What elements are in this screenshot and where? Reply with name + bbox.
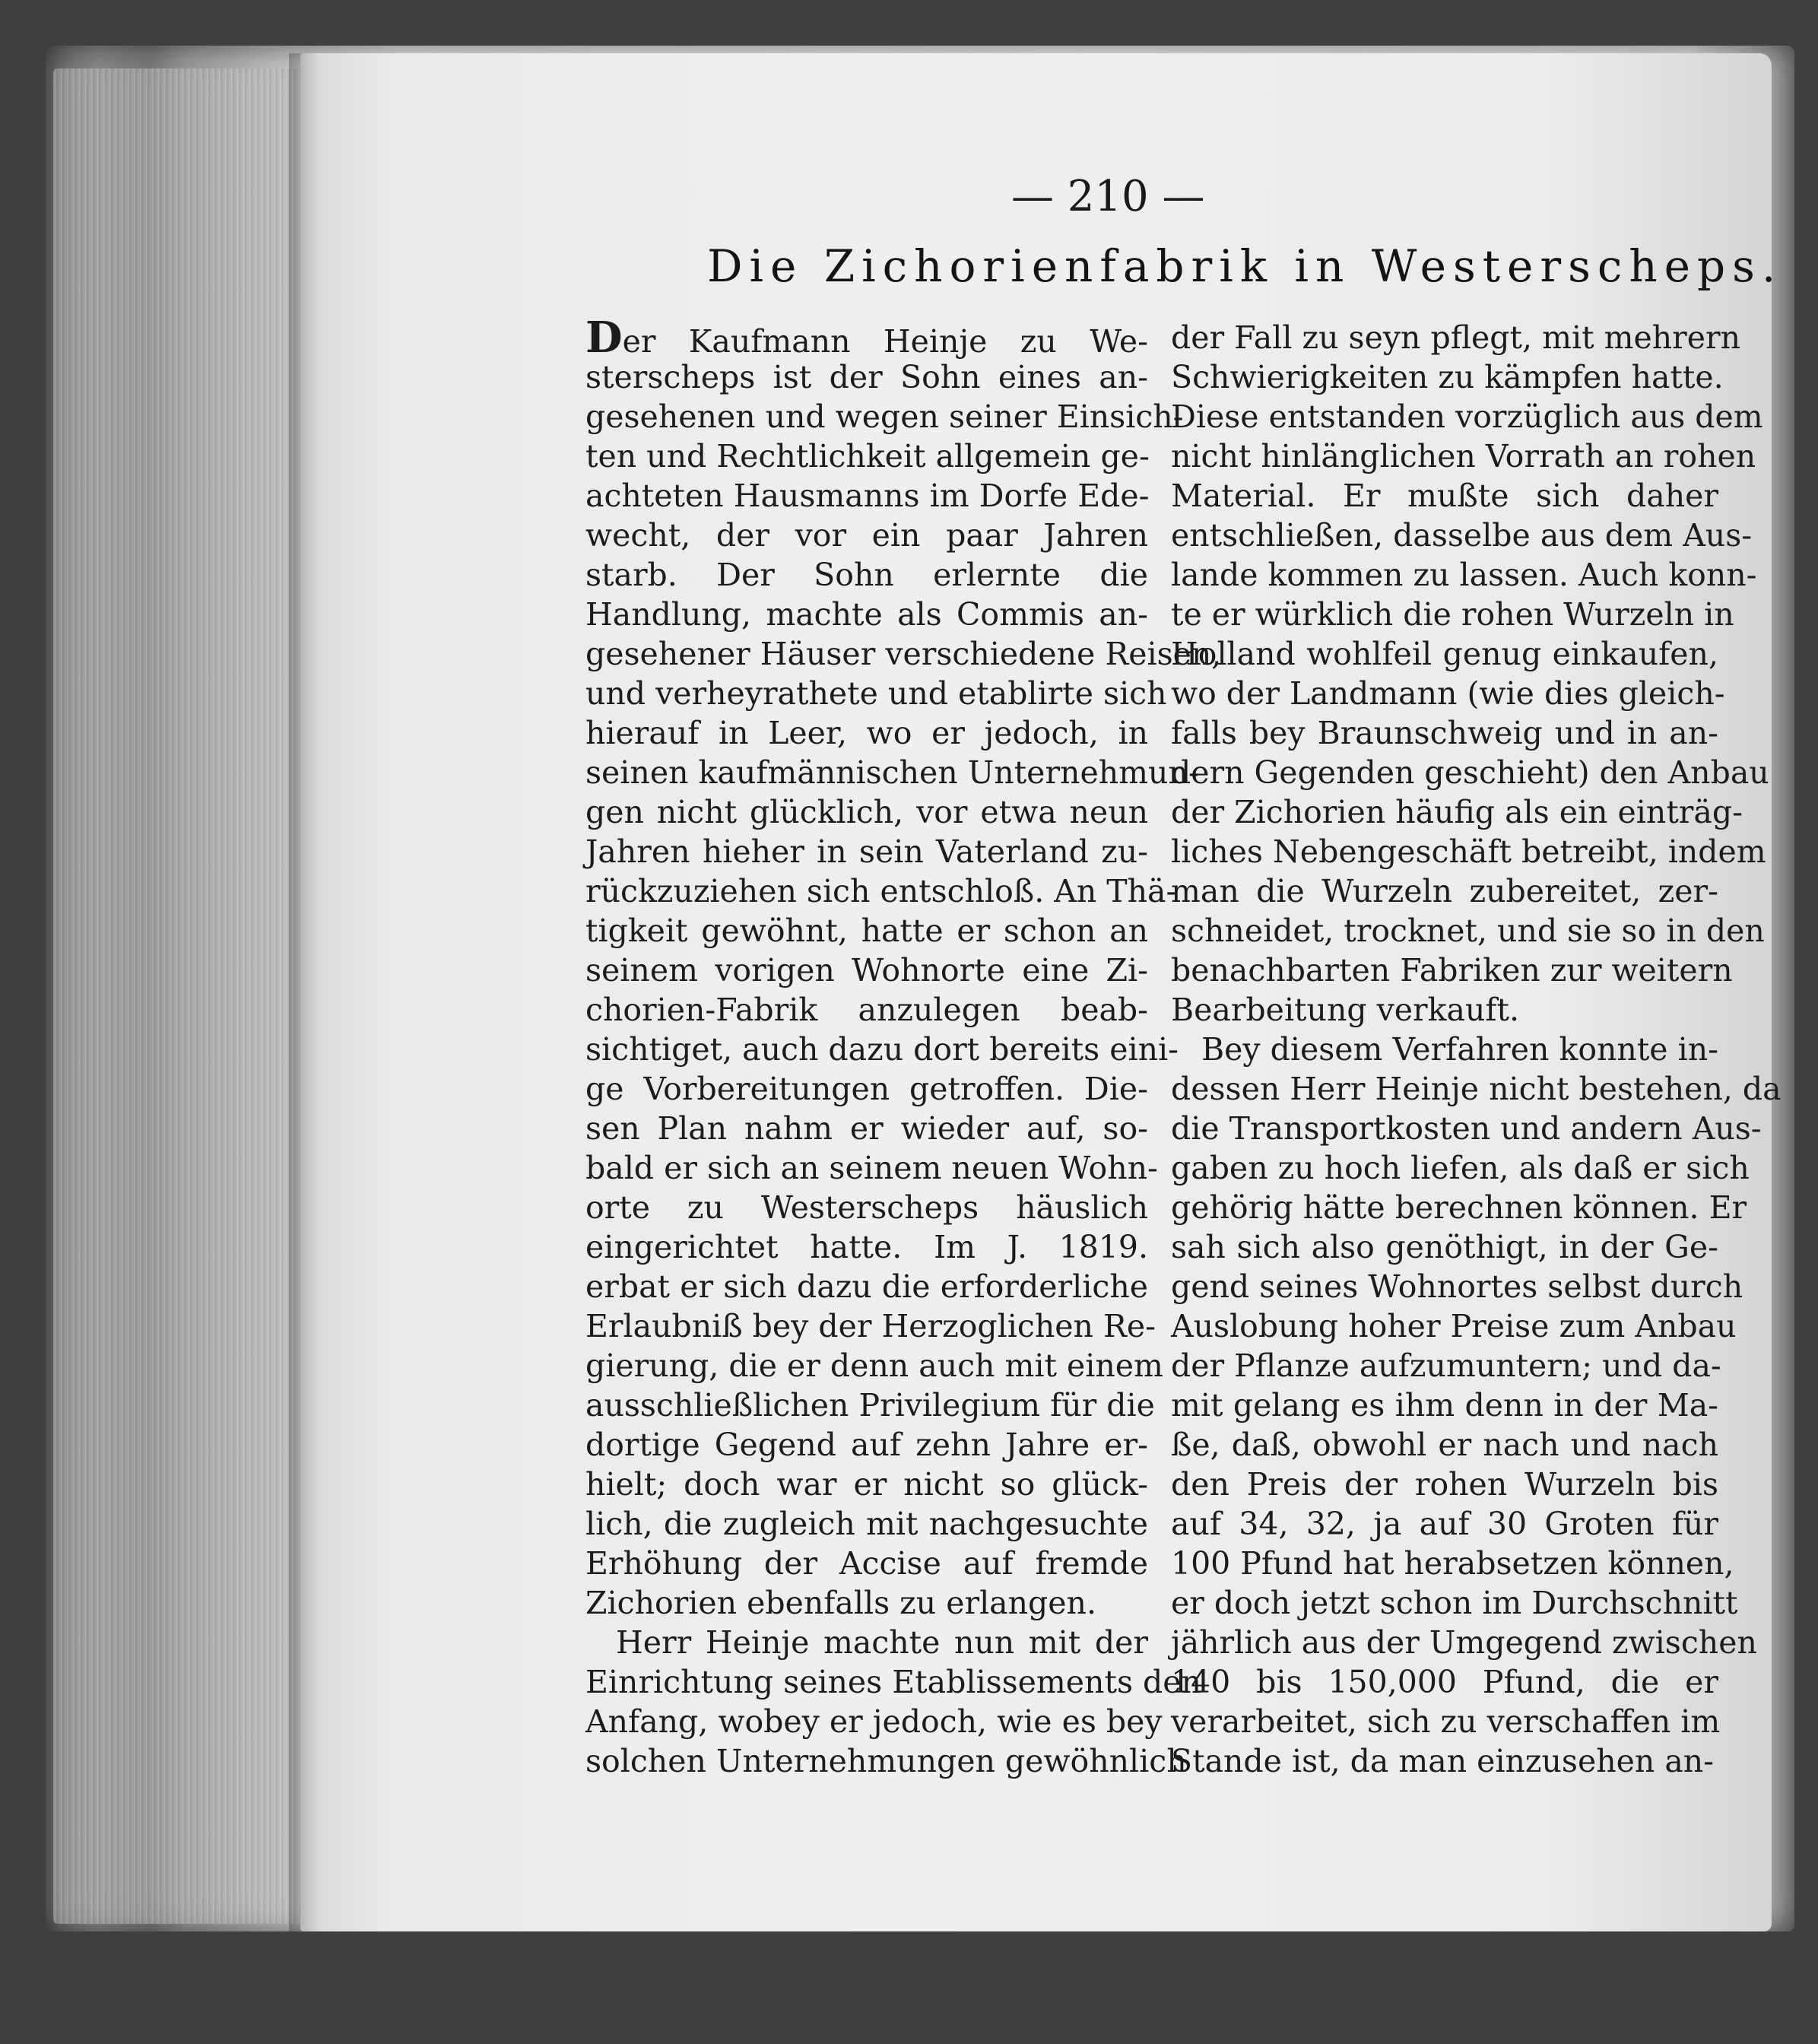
text-line: ten und Rechtlichkeit allgemein ge-	[585, 438, 1150, 474]
text-line: hielt; doch war er nicht so glück-	[585, 1466, 1148, 1503]
text-line: 140 bis 150,000 Pfund, die er	[1171, 1664, 1718, 1700]
text-line: er doch jetzt schon im Durchschnitt	[1171, 1585, 1738, 1621]
text-line: solchen Unternehmungen gewöhnlich	[585, 1743, 1187, 1779]
text-line: Herr Heinje machte nun mit der	[616, 1624, 1148, 1661]
left-text-column	[585, 313, 1222, 1781]
text-line: Jahren hieher in sein Vaterland zu-	[585, 833, 1148, 870]
text-line: starb. Der Sohn erlernte die	[585, 557, 1148, 593]
text-line: gend seines Wohnortes selbst durch	[1171, 1268, 1743, 1305]
text-line: Stande ist, da man einzusehen an-	[1171, 1743, 1715, 1779]
text-line: orte zu Westerscheps häuslich	[585, 1189, 1148, 1226]
text-line: 100 Pfund hat herabsetzen können,	[1171, 1545, 1734, 1582]
page-edges	[53, 68, 304, 1924]
text-line: entschließen, dasselbe aus dem Aus-	[1171, 517, 1753, 554]
text-line: gesehener Häuser verschiedene Reisen,	[585, 636, 1222, 672]
text-line: seinen kaufmännischen Unternehmun-	[585, 754, 1199, 791]
page-title: Die Zichorienfabrik in Westerscheps.	[707, 240, 1783, 292]
text-line: ße, daß, obwohl er nach und nach	[1171, 1427, 1718, 1463]
text-line: nicht hinlänglichen Vorrath an rohen	[1171, 438, 1756, 474]
text-line: dessen Herr Heinje nicht bestehen, da	[1171, 1071, 1782, 1107]
text-line: gaben zu hoch liefen, als daß er sich	[1171, 1150, 1750, 1186]
text-line: falls bey Braunschweig und in an-	[1171, 715, 1718, 751]
text-line: Zichorien ebenfalls zu erlangen.	[585, 1585, 1096, 1621]
text-line: Schwierigkeiten zu kämpfen hatte.	[1171, 359, 1724, 395]
right-text-column	[1171, 318, 1782, 1781]
text-line: jährlich aus der Umgegend zwischen	[1171, 1624, 1757, 1661]
text-line: auf 34, 32, ja auf 30 Groten für	[1171, 1506, 1718, 1542]
drop-cap: D	[585, 313, 623, 363]
text-line: der Zichorien häufig als ein einträg-	[1171, 794, 1743, 830]
text-line: lich, die zugleich mit nachgesuchte	[585, 1506, 1148, 1542]
text-line: te er würklich die rohen Wurzeln in	[1171, 596, 1734, 633]
text-line: dern Gegenden geschieht) den Anbau	[1171, 754, 1769, 791]
text-line: dortige Gegend auf zehn Jahre er-	[585, 1427, 1148, 1463]
text-line: gierung, die er denn auch mit einem	[585, 1347, 1163, 1384]
text-line: Bearbeitung verkauft.	[1171, 992, 1520, 1028]
text-line: liches Nebengeschäft betreibt, indem	[1171, 833, 1766, 870]
text-line: tigkeit gewöhnt, hatte er schon an	[585, 912, 1148, 949]
text-line: ge Vorbereitungen getroffen. Die-	[585, 1071, 1148, 1107]
text-line: den Preis der rohen Wurzeln bis	[1171, 1466, 1718, 1503]
text-line: Auslobung hoher Preise zum Anbau	[1171, 1308, 1737, 1344]
text-line: Erhöhung der Accise auf fremde	[585, 1545, 1148, 1582]
spine-shadow	[289, 53, 319, 1931]
text-line: die Transportkosten und andern Aus-	[1171, 1110, 1762, 1147]
text-line: sah sich also genöthigt, in der Ge-	[1171, 1229, 1718, 1265]
text-line: und verheyrathete und etablirte sich	[585, 675, 1167, 712]
text-line: sen Plan nahm er wieder auf, so-	[585, 1110, 1148, 1147]
text-line: wecht, der vor ein paar Jahren	[585, 517, 1148, 554]
text-line: achteten Hausmanns im Dorfe Ede-	[585, 478, 1150, 514]
text-line: eingerichtet hatte. Im J. 1819.	[585, 1229, 1148, 1265]
text-line: bald er sich an seinem neuen Wohn-	[585, 1150, 1158, 1186]
text-line: rückzuziehen sich entschloß. An Thä-	[585, 873, 1177, 909]
text-line: Holland wohlfeil genug einkaufen,	[1171, 636, 1718, 672]
text-line: man die Wurzeln zubereitet, zer-	[1171, 873, 1718, 909]
text-line: Handlung, machte als Commis an-	[585, 596, 1148, 633]
text-line: lande kommen zu lassen. Auch konn-	[1171, 557, 1757, 593]
page-number: — 210 —	[1011, 172, 1205, 221]
text-line: erbat er sich dazu die erforderliche	[585, 1268, 1148, 1305]
text-line: Der Kaufmann Heinje zu We-	[585, 313, 1148, 363]
text-line: sterscheps ist der Sohn eines an-	[585, 359, 1148, 395]
text-line: Material. Er mußte sich daher	[1171, 478, 1718, 514]
text-line: seinem vorigen Wohnorte eine Zi-	[585, 952, 1148, 989]
text-line: Diese entstanden vorzüglich aus dem	[1171, 398, 1763, 435]
text-line: wo der Landmann (wie dies gleich-	[1171, 675, 1725, 712]
text-line: gesehenen und wegen seiner Einsich-	[585, 398, 1184, 435]
text-line: der Pflanze aufzumuntern; und da-	[1171, 1347, 1721, 1384]
text-line: der Fall zu seyn pflegt, mit mehrern	[1171, 319, 1741, 356]
text-line: chorien-Fabrik anzulegen beab-	[585, 992, 1148, 1028]
text-line: gen nicht glücklich, vor etwa neun	[585, 794, 1148, 830]
text-line: ausschließlichen Privilegium für die	[585, 1387, 1155, 1424]
text-line: mit gelang es ihm denn in der Ma-	[1171, 1387, 1718, 1424]
text-line: Bey diesem Verfahren konnte in-	[1201, 1031, 1718, 1068]
text-line: benachbarten Fabriken zur weitern	[1171, 952, 1733, 989]
text-line: Anfang, wobey er jedoch, wie es bey	[585, 1703, 1163, 1740]
text-line: Einrichtung seines Etablissements den	[585, 1664, 1201, 1700]
text-line: sichtiget, auch dazu dort bereits eini-	[585, 1031, 1179, 1068]
text-line: verarbeitet, sich zu verschaffen im	[1171, 1703, 1721, 1740]
text-line: gehörig hätte berechnen können. Er	[1171, 1189, 1747, 1226]
text-line: Erlaubniß bey der Herzoglichen Re-	[585, 1308, 1156, 1344]
text-line: schneidet, trocknet, und sie so in den	[1171, 912, 1765, 949]
text-line: hierauf in Leer, wo er jedoch, in	[585, 715, 1148, 751]
